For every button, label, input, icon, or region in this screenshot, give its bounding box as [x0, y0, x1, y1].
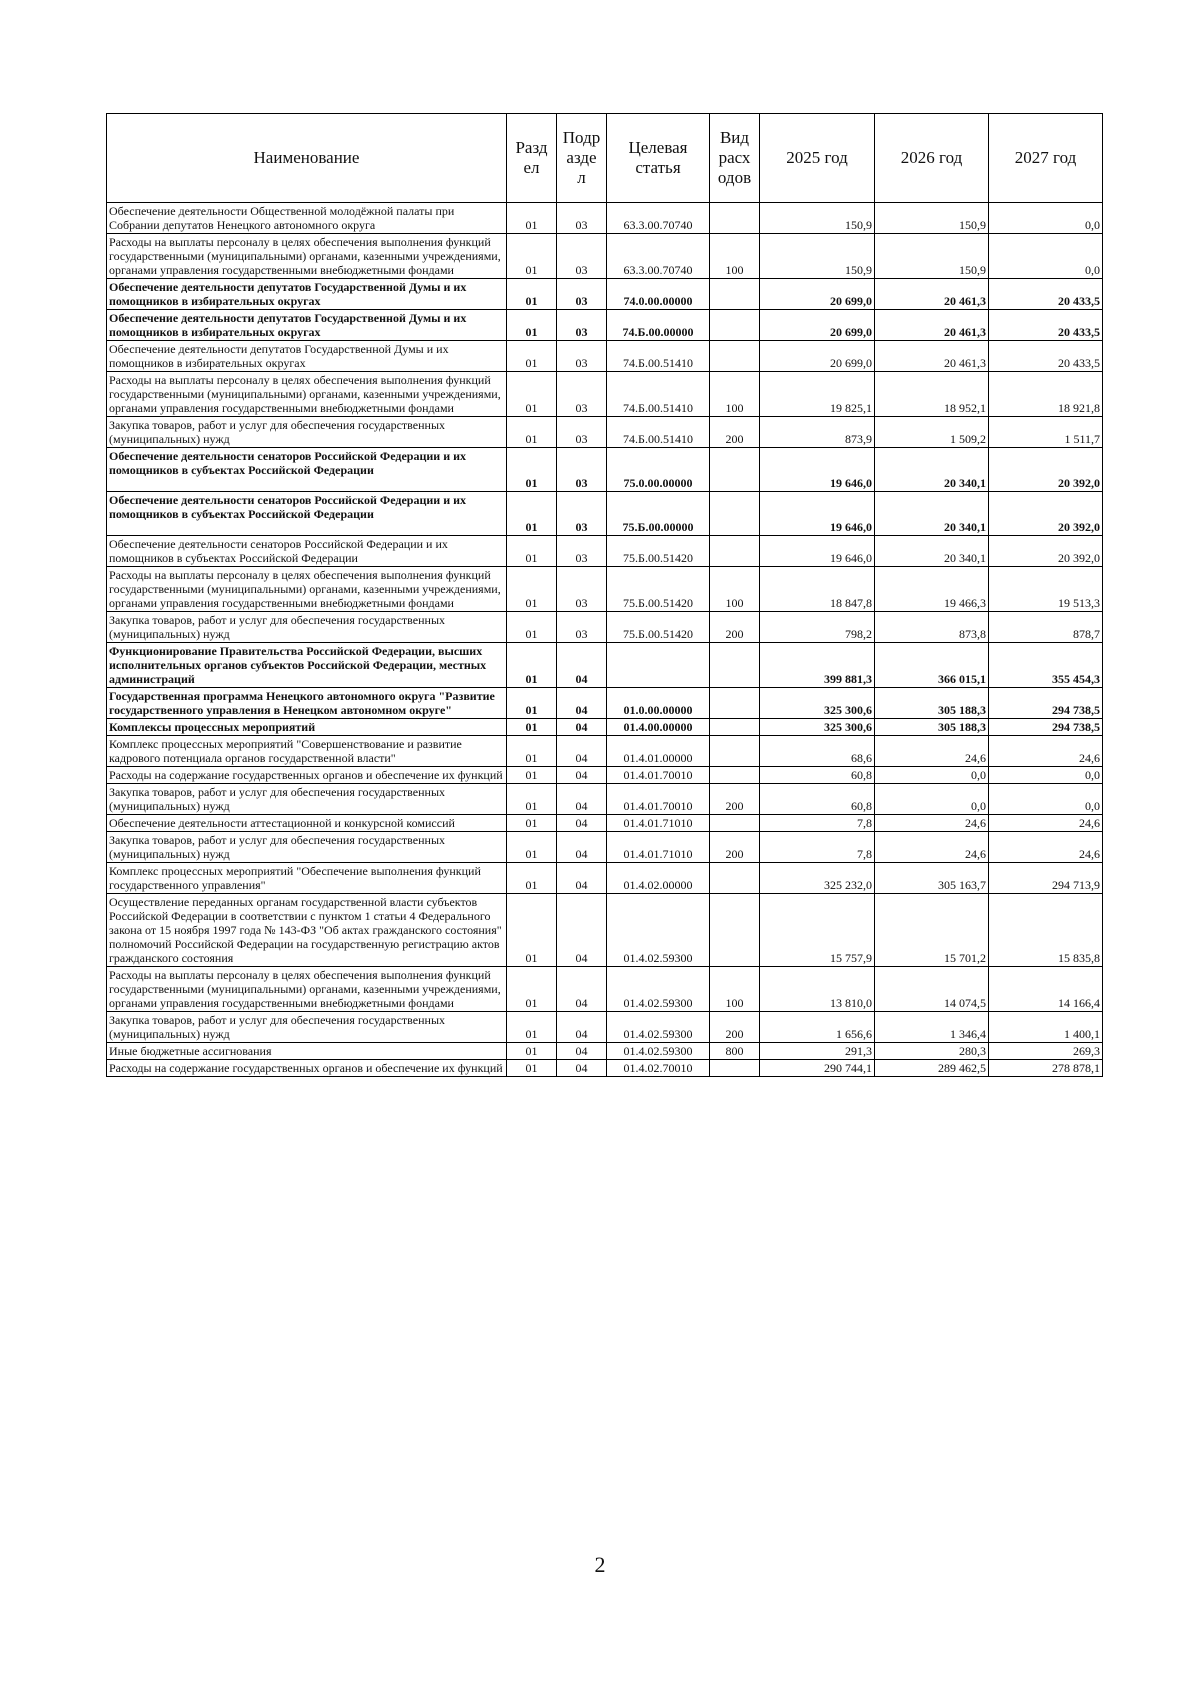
- vid-cell: [710, 719, 760, 736]
- table-row: [107, 832, 1103, 863]
- value-2025-cell: 7,8: [760, 832, 875, 863]
- value-2025-cell: 18 847,8: [760, 567, 875, 612]
- table-row: [107, 341, 1103, 372]
- value-2025-cell: 60,8: [760, 767, 875, 784]
- podrazd-cell: 03: [557, 448, 607, 492]
- target-cell: 01.4.02.59300: [607, 1043, 710, 1060]
- podrazd-cell: 03: [557, 203, 607, 234]
- vid-cell: [710, 1060, 760, 1077]
- value-2026-cell: 0,0: [875, 767, 989, 784]
- value-2026-cell: 280,3: [875, 1043, 989, 1060]
- podrazd-cell: 04: [557, 719, 607, 736]
- value-2026-cell: 20 461,3: [875, 310, 989, 341]
- value-2025-cell: 15 757,9: [760, 894, 875, 967]
- razd-cell: 01: [507, 341, 557, 372]
- target-cell: 01.4.00.00000: [607, 719, 710, 736]
- vid-cell: 200: [710, 832, 760, 863]
- podrazd-cell: 04: [557, 736, 607, 767]
- value-2026-cell: 18 952,1: [875, 372, 989, 417]
- table-row: [107, 784, 1103, 815]
- razd-cell: 01: [507, 234, 557, 279]
- vid-cell: 100: [710, 372, 760, 417]
- name-cell: Обеспечение деятельности депутатов Государственной Думы и их помощников в избирательных округах: [107, 279, 507, 310]
- name-cell: Обеспечение деятельности сенаторов Российской Федерации и их помощников в субъектах Российской Федерации: [107, 492, 507, 536]
- header-row: [107, 114, 1103, 203]
- value-2025-cell: 20 699,0: [760, 279, 875, 310]
- value-2026-cell: 20 340,1: [875, 536, 989, 567]
- target-cell: 74.Б.00.51410: [607, 341, 710, 372]
- table-row: [107, 536, 1103, 567]
- razd-cell: 01: [507, 736, 557, 767]
- target-cell: 75.Б.00.51420: [607, 612, 710, 643]
- value-2026-cell: 20 340,1: [875, 448, 989, 492]
- razd-cell: 01: [507, 832, 557, 863]
- page-number: 2: [594, 1552, 606, 1577]
- value-2025-cell: 873,9: [760, 417, 875, 448]
- table-row: [107, 448, 1103, 492]
- value-2026-cell: 305 188,3: [875, 719, 989, 736]
- value-2026-cell: 150,9: [875, 203, 989, 234]
- razd-cell: 01: [507, 894, 557, 967]
- podrazd-cell: 04: [557, 832, 607, 863]
- razd-cell: 01: [507, 1060, 557, 1077]
- value-2026-cell: 24,6: [875, 815, 989, 832]
- value-2027-cell: 269,3: [989, 1043, 1103, 1060]
- name-cell: Закупка товаров, работ и услуг для обеспечения государственных (муниципальных) нужд: [107, 612, 507, 643]
- podrazd-cell: 04: [557, 1012, 607, 1043]
- value-2025-cell: 7,8: [760, 815, 875, 832]
- value-2027-cell: 15 835,8: [989, 894, 1103, 967]
- vid-cell: 200: [710, 417, 760, 448]
- target-cell: 01.4.01.70010: [607, 767, 710, 784]
- podrazd-cell: 04: [557, 967, 607, 1012]
- razd-cell: 01: [507, 719, 557, 736]
- value-2025-cell: 798,2: [760, 612, 875, 643]
- value-2025-cell: 13 810,0: [760, 967, 875, 1012]
- value-2026-cell: 289 462,5: [875, 1060, 989, 1077]
- value-2026-cell: 24,6: [875, 832, 989, 863]
- value-2027-cell: 24,6: [989, 815, 1103, 832]
- value-2026-cell: 19 466,3: [875, 567, 989, 612]
- table-row: [107, 815, 1103, 832]
- razd-cell: 01: [507, 815, 557, 832]
- value-2026-cell: 366 015,1: [875, 643, 989, 688]
- target-cell: 63.3.00.70740: [607, 203, 710, 234]
- target-cell: 74.Б.00.51410: [607, 417, 710, 448]
- vid-cell: [710, 492, 760, 536]
- target-cell: 01.4.02.00000: [607, 863, 710, 894]
- vid-cell: 200: [710, 612, 760, 643]
- value-2027-cell: 0,0: [989, 234, 1103, 279]
- podrazd-cell: 04: [557, 1043, 607, 1060]
- value-2025-cell: 19 646,0: [760, 492, 875, 536]
- razd-cell: 01: [507, 688, 557, 719]
- value-2025-cell: 19 825,1: [760, 372, 875, 417]
- value-2025-cell: 150,9: [760, 234, 875, 279]
- table-row: [107, 310, 1103, 341]
- value-2027-cell: 19 513,3: [989, 567, 1103, 612]
- name-cell: Расходы на содержание государственных органов и обеспечение их функций: [107, 767, 507, 784]
- value-2025-cell: 20 699,0: [760, 310, 875, 341]
- value-2026-cell: 150,9: [875, 234, 989, 279]
- name-cell: Комплекс процессных мероприятий "Обеспечение выполнения функций государственного управления": [107, 863, 507, 894]
- name-cell: Расходы на выплаты персоналу в целях обеспечения выполнения функций государственными (муниципальными) органами, казенными учреждениями, органами управления государственными внебюджетными фондами: [107, 372, 507, 417]
- target-cell: 75.Б.00.51420: [607, 536, 710, 567]
- name-cell: Закупка товаров, работ и услуг для обеспечения государственных (муниципальных) нужд: [107, 417, 507, 448]
- podrazd-cell: 04: [557, 784, 607, 815]
- podrazd-cell: 04: [557, 1060, 607, 1077]
- value-2026-cell: 24,6: [875, 736, 989, 767]
- value-2026-cell: 14 074,5: [875, 967, 989, 1012]
- podrazd-cell: 03: [557, 612, 607, 643]
- vid-cell: [710, 767, 760, 784]
- name-cell: Обеспечение деятельности депутатов Государственной Думы и их помощников в избирательных округах: [107, 310, 507, 341]
- value-2025-cell: 1 656,6: [760, 1012, 875, 1043]
- table-row: [107, 894, 1103, 967]
- name-cell: Расходы на выплаты персоналу в целях обеспечения выполнения функций государственными (муниципальными) органами, казенными учреждениями, органами управления государственными внебюджетными фондами: [107, 567, 507, 612]
- razd-cell: 01: [507, 536, 557, 567]
- name-cell: Обеспечение деятельности аттестационной и конкурсной комиссий: [107, 815, 507, 832]
- value-2027-cell: 20 392,0: [989, 448, 1103, 492]
- table-row: [107, 417, 1103, 448]
- table-row: [107, 612, 1103, 643]
- target-cell: 75.Б.00.00000: [607, 492, 710, 536]
- vid-cell: 100: [710, 967, 760, 1012]
- value-2027-cell: 294 713,9: [989, 863, 1103, 894]
- table-row: [107, 767, 1103, 784]
- target-cell: 75.Б.00.51420: [607, 567, 710, 612]
- razd-cell: 01: [507, 863, 557, 894]
- header-vid: Вид расх одов: [710, 114, 760, 203]
- name-cell: Расходы на выплаты персоналу в целях обеспечения выполнения функций государственными (муниципальными) органами, казенными учреждениями, органами управления государственными внебюджетными фондами: [107, 967, 507, 1012]
- table-row: [107, 279, 1103, 310]
- target-cell: 74.Б.00.51410: [607, 372, 710, 417]
- value-2025-cell: 20 699,0: [760, 341, 875, 372]
- table-row: [107, 1043, 1103, 1060]
- vid-cell: [710, 279, 760, 310]
- vid-cell: [710, 894, 760, 967]
- table-row: [107, 736, 1103, 767]
- table-row: [107, 643, 1103, 688]
- value-2025-cell: 325 300,6: [760, 719, 875, 736]
- value-2026-cell: 1 346,4: [875, 1012, 989, 1043]
- value-2027-cell: 20 433,5: [989, 341, 1103, 372]
- value-2027-cell: 878,7: [989, 612, 1103, 643]
- podrazd-cell: 03: [557, 279, 607, 310]
- value-2027-cell: 20 392,0: [989, 492, 1103, 536]
- value-2027-cell: 1 511,7: [989, 417, 1103, 448]
- podrazd-cell: 03: [557, 234, 607, 279]
- razd-cell: 01: [507, 567, 557, 612]
- name-cell: Комплексы процессных мероприятий: [107, 719, 507, 736]
- razd-cell: 01: [507, 492, 557, 536]
- value-2027-cell: 24,6: [989, 832, 1103, 863]
- table-row: [107, 719, 1103, 736]
- vid-cell: [710, 203, 760, 234]
- vid-cell: [710, 688, 760, 719]
- value-2026-cell: 305 163,7: [875, 863, 989, 894]
- target-cell: 01.4.01.71010: [607, 815, 710, 832]
- target-cell: [607, 643, 710, 688]
- budget-table: [106, 113, 1103, 1077]
- value-2027-cell: 20 392,0: [989, 536, 1103, 567]
- value-2027-cell: 0,0: [989, 767, 1103, 784]
- razd-cell: 01: [507, 279, 557, 310]
- podrazd-cell: 03: [557, 492, 607, 536]
- value-2026-cell: 305 188,3: [875, 688, 989, 719]
- podrazd-cell: 03: [557, 372, 607, 417]
- target-cell: 74.Б.00.00000: [607, 310, 710, 341]
- table-row: [107, 688, 1103, 719]
- header-podrazd: Подр азде л: [557, 114, 607, 203]
- name-cell: Расходы на выплаты персоналу в целях обеспечения выполнения функций государственными (муниципальными) органами, казенными учреждениями, органами управления государственными внебюджетными фондами: [107, 234, 507, 279]
- vid-cell: [710, 863, 760, 894]
- value-2027-cell: 0,0: [989, 784, 1103, 815]
- value-2027-cell: 18 921,8: [989, 372, 1103, 417]
- name-cell: Обеспечение деятельности сенаторов Российской Федерации и их помощников в субъектах Российской Федерации: [107, 448, 507, 492]
- name-cell: Обеспечение деятельности депутатов Государственной Думы и их помощников в избирательных округах: [107, 341, 507, 372]
- target-cell: 74.0.00.00000: [607, 279, 710, 310]
- name-cell: Государственная программа Ненецкого автономного округа "Развитие государственного управления в Ненецком автономном округе": [107, 688, 507, 719]
- razd-cell: 01: [507, 967, 557, 1012]
- vid-cell: 100: [710, 234, 760, 279]
- vid-cell: [710, 815, 760, 832]
- name-cell: Закупка товаров, работ и услуг для обеспечения государственных (муниципальных) нужд: [107, 832, 507, 863]
- target-cell: 01.0.00.00000: [607, 688, 710, 719]
- value-2025-cell: 19 646,0: [760, 448, 875, 492]
- podrazd-cell: 03: [557, 536, 607, 567]
- name-cell: Расходы на содержание государственных органов и обеспечение их функций: [107, 1060, 507, 1077]
- value-2025-cell: 60,8: [760, 784, 875, 815]
- value-2027-cell: 355 454,3: [989, 643, 1103, 688]
- razd-cell: 01: [507, 612, 557, 643]
- value-2026-cell: 15 701,2: [875, 894, 989, 967]
- razd-cell: 01: [507, 767, 557, 784]
- value-2025-cell: 399 881,3: [760, 643, 875, 688]
- razd-cell: 01: [507, 372, 557, 417]
- razd-cell: 01: [507, 1043, 557, 1060]
- razd-cell: 01: [507, 643, 557, 688]
- podrazd-cell: 04: [557, 643, 607, 688]
- name-cell: Комплекс процессных мероприятий "Совершенствование и развитие кадрового потенциала органов государственной власти": [107, 736, 507, 767]
- table-row: [107, 967, 1103, 1012]
- header-target: Целевая статья: [607, 114, 710, 203]
- name-cell: Закупка товаров, работ и услуг для обеспечения государственных (муниципальных) нужд: [107, 784, 507, 815]
- table-row: [107, 203, 1103, 234]
- target-cell: 75.0.00.00000: [607, 448, 710, 492]
- podrazd-cell: 04: [557, 894, 607, 967]
- value-2025-cell: 19 646,0: [760, 536, 875, 567]
- name-cell: Обеспечение деятельности Общественной молодёжной палаты при Собрании депутатов Ненецкого автономного округа: [107, 203, 507, 234]
- vid-cell: 200: [710, 784, 760, 815]
- podrazd-cell: 04: [557, 688, 607, 719]
- razd-cell: 01: [507, 417, 557, 448]
- podrazd-cell: 03: [557, 310, 607, 341]
- vid-cell: 800: [710, 1043, 760, 1060]
- name-cell: Обеспечение деятельности сенаторов Российской Федерации и их помощников в субъектах Российской Федерации: [107, 536, 507, 567]
- vid-cell: [710, 736, 760, 767]
- vid-cell: 200: [710, 1012, 760, 1043]
- podrazd-cell: 04: [557, 815, 607, 832]
- podrazd-cell: 03: [557, 417, 607, 448]
- vid-cell: [710, 448, 760, 492]
- table-row: [107, 1060, 1103, 1077]
- value-2025-cell: 325 232,0: [760, 863, 875, 894]
- table-row: [107, 234, 1103, 279]
- table-row: [107, 1012, 1103, 1043]
- name-cell: Закупка товаров, работ и услуг для обеспечения государственных (муниципальных) нужд: [107, 1012, 507, 1043]
- vid-cell: [710, 341, 760, 372]
- value-2025-cell: 291,3: [760, 1043, 875, 1060]
- table-row: [107, 372, 1103, 417]
- table-row: [107, 863, 1103, 894]
- target-cell: 01.4.02.59300: [607, 894, 710, 967]
- name-cell: Осуществление переданных органам государственной власти субъектов Российской Федерации в соответствии с пунктом 1 статьи 4 Федерального закона от 15 ноября 1997 года № 143-ФЗ "Об актах гражданского состояния" полномочий Российской Федерации на государственную регистрацию актов гражданского состояния: [107, 894, 507, 967]
- vid-cell: [710, 310, 760, 341]
- value-2027-cell: 24,6: [989, 736, 1103, 767]
- value-2025-cell: 68,6: [760, 736, 875, 767]
- value-2025-cell: 150,9: [760, 203, 875, 234]
- razd-cell: 01: [507, 1012, 557, 1043]
- target-cell: 01.4.02.59300: [607, 967, 710, 1012]
- vid-cell: 100: [710, 567, 760, 612]
- value-2026-cell: 20 340,1: [875, 492, 989, 536]
- table-row: [107, 492, 1103, 536]
- razd-cell: 01: [507, 310, 557, 341]
- target-cell: 01.4.01.00000: [607, 736, 710, 767]
- target-cell: 01.4.01.70010: [607, 784, 710, 815]
- value-2025-cell: 290 744,1: [760, 1060, 875, 1077]
- target-cell: 01.4.02.59300: [607, 1012, 710, 1043]
- header-2025: 2025 год: [760, 114, 875, 203]
- target-cell: 01.4.02.70010: [607, 1060, 710, 1077]
- target-cell: 01.4.01.71010: [607, 832, 710, 863]
- value-2027-cell: 0,0: [989, 203, 1103, 234]
- header-name: Наименование: [107, 114, 507, 203]
- value-2026-cell: 20 461,3: [875, 341, 989, 372]
- podrazd-cell: 03: [557, 341, 607, 372]
- razd-cell: 01: [507, 784, 557, 815]
- value-2026-cell: 20 461,3: [875, 279, 989, 310]
- header-2026: 2026 год: [875, 114, 989, 203]
- podrazd-cell: 03: [557, 567, 607, 612]
- value-2027-cell: 294 738,5: [989, 719, 1103, 736]
- vid-cell: [710, 536, 760, 567]
- name-cell: Иные бюджетные ассигнования: [107, 1043, 507, 1060]
- value-2027-cell: 1 400,1: [989, 1012, 1103, 1043]
- podrazd-cell: 04: [557, 767, 607, 784]
- value-2027-cell: 20 433,5: [989, 310, 1103, 341]
- podrazd-cell: 04: [557, 863, 607, 894]
- target-cell: 63.3.00.70740: [607, 234, 710, 279]
- value-2025-cell: 325 300,6: [760, 688, 875, 719]
- header-2027: 2027 год: [989, 114, 1103, 203]
- header-razd: Разд ел: [507, 114, 557, 203]
- value-2026-cell: 873,8: [875, 612, 989, 643]
- name-cell: Функционирование Правительства Российской Федерации, высших исполнительных органов субъектов Российской Федерации, местных администраций: [107, 643, 507, 688]
- razd-cell: 01: [507, 203, 557, 234]
- value-2027-cell: 294 738,5: [989, 688, 1103, 719]
- vid-cell: [710, 643, 760, 688]
- value-2027-cell: 278 878,1: [989, 1060, 1103, 1077]
- table-row: [107, 567, 1103, 612]
- value-2027-cell: 14 166,4: [989, 967, 1103, 1012]
- value-2026-cell: 1 509,2: [875, 417, 989, 448]
- value-2027-cell: 20 433,5: [989, 279, 1103, 310]
- value-2026-cell: 0,0: [875, 784, 989, 815]
- razd-cell: 01: [507, 448, 557, 492]
